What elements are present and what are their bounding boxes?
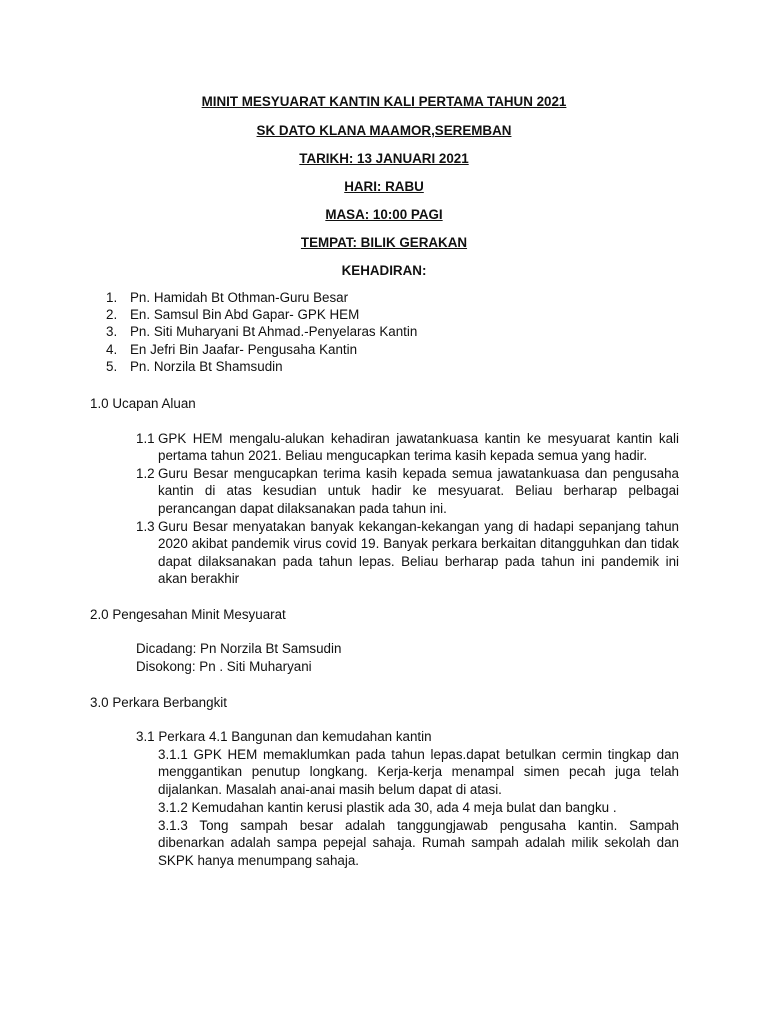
seconder: Disokong: Pn . Siti Muharyani: [136, 659, 312, 674]
section-heading: 3.0 Perkara Berbangkit: [90, 695, 227, 710]
meeting-place: TEMPAT: BILIK GERAKAN: [300, 235, 468, 250]
attendee-item: 2. En. Samsul Bin Abd Gapar- GPK HEM: [106, 307, 360, 322]
attendee-item: 5. Pn. Norzila Bt Shamsudin: [106, 359, 283, 374]
attendance-heading: KEHADIRAN:: [341, 263, 427, 278]
minutes-item: 1.3 Guru Besar menyatakan banyak kekangan-kekangan yang di hadapi sepanjang tahun 2020 akibat pandemik virus covid 19. Banyak perkara berkaitan ditangguhkan dan tidak dapat dilaksanakan pada tahun lepas. Beliau berharap pada tahun ini pandemik ini akan berakhir: [136, 519, 679, 587]
meeting-day: HARI: RABU: [344, 179, 424, 194]
subsection-heading: 3.1 Perkara 4.1 Bangunan dan kemudahan kantin: [136, 729, 432, 744]
meeting-time: MASA: 10:00 PAGI: [325, 207, 443, 222]
school-name: SK DATO KLANA MAAMOR,SEREMBAN: [256, 123, 512, 138]
minutes-item: 1.1 GPK HEM mengalu-alukan kehadiran jawatankuasa kantin ke mesyuarat kantin kali pertama tahun 2021. Beliau mengucapkan terima kasih kepada semua yang hadir.: [136, 431, 679, 464]
attendee-item: 4. En Jefri Bin Jaafar- Pengusaha Kantin: [106, 342, 358, 357]
attendee-item: 3. Pn. Siti Muharyani Bt Ahmad.-Penyelaras Kantin: [106, 324, 418, 339]
meeting-date: TARIKH: 13 JANUARI 2021: [299, 151, 469, 166]
minutes-item: 3.1.1 GPK HEM memaklumkan pada tahun lepas.dapat betulkan cermin tingkap dan menggantikan penutup longkang. Kerja-kerja menampal simen pecah juga telah dijalankan. Masalah anai-anai masih belum dapat di atasi.: [158, 747, 679, 797]
document-title: MINIT MESYUARAT KANTIN KALI PERTAMA TAHUN 2021: [201, 94, 567, 109]
section-heading: 1.0 Ucapan Aluan: [90, 396, 196, 411]
proposer: Dicadang: Pn Norzila Bt Samsudin: [136, 641, 342, 656]
attendee-item: 1. Pn. Hamidah Bt Othman-Guru Besar: [106, 290, 349, 305]
minutes-item: 3.1.3 Tong sampah besar adalah tanggungjawab pengusaha kantin. Sampah dibenarkan adalah sampa pepejal sahaja. Rumah sampah adalah milik sekolah dan SKPK hanya menumpang sahaja.: [158, 818, 679, 868]
minutes-item: 3.1.2 Kemudahan kantin kerusi plastik ada 30, ada 4 meja bulat dan bangku .: [158, 800, 617, 815]
minutes-item: 1.2 Guru Besar mengucapkan terima kasih kepada semua jawatankuasa dan pengusaha kantin di atas kesudian untuk hadir ke mesyuarat. Beliau berharap pelbagai perancangan dapat dilaksanakan pada tahun ini.: [136, 466, 679, 516]
section-heading: 2.0 Pengesahan Minit Mesyuarat: [90, 607, 286, 622]
